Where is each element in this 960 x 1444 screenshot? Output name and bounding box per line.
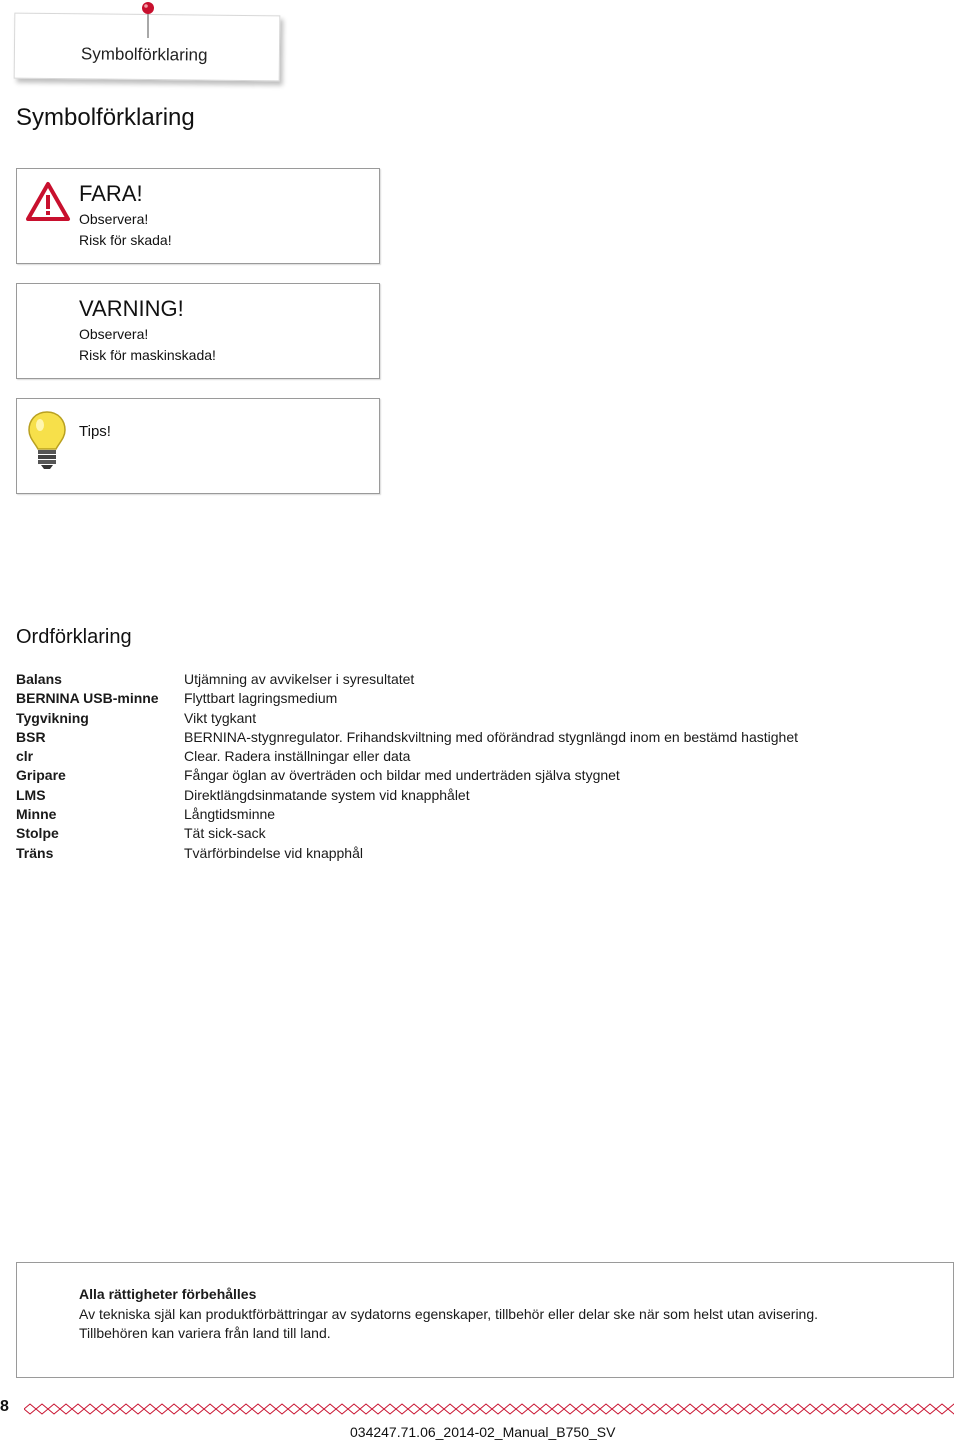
glossary-row bbox=[16, 805, 916, 824]
page-title: Symbolförklaring bbox=[16, 104, 195, 131]
glossary-term: Tygvikning bbox=[16, 709, 89, 726]
rights-line: Av tekniska själ kan produktförbättringar av sydatorns egenskaper, tillbehör eller delar ske när som helst utan avisering. bbox=[79, 1305, 819, 1322]
glossary-term: clr bbox=[16, 748, 34, 765]
glossary-row bbox=[16, 844, 916, 863]
glossary-term: LMS bbox=[16, 786, 46, 803]
warning-triangle-icon bbox=[25, 181, 71, 223]
notice-line: Observera! bbox=[79, 211, 149, 227]
glossary-list bbox=[16, 670, 916, 863]
rights-line: Tillbehören kan variera från land till land. bbox=[79, 1325, 331, 1341]
rights-notice bbox=[16, 1262, 954, 1378]
glossary-term: Gripare bbox=[16, 767, 66, 784]
glossary-row bbox=[16, 824, 916, 843]
glossary-row bbox=[16, 709, 916, 728]
glossary-term: Minne bbox=[16, 806, 57, 823]
notice-line: Risk för skada! bbox=[79, 232, 172, 248]
rights-title: Alla rättigheter förbehålles bbox=[79, 1286, 257, 1302]
glossary-term: Träns bbox=[16, 844, 54, 861]
warning-notice bbox=[16, 283, 380, 379]
glossary-definition: Vikt tygkant bbox=[184, 709, 257, 726]
glossary-title: Ordförklaring bbox=[16, 626, 132, 648]
glossary-term: Stolpe bbox=[16, 825, 59, 842]
glossary-definition: Clear. Radera inställningar eller data bbox=[184, 748, 411, 765]
danger-notice bbox=[16, 168, 380, 264]
glossary-definition: Direktlängdsinmatande system vid knapphålet bbox=[184, 786, 470, 803]
glossary-row bbox=[16, 689, 916, 708]
glossary-row bbox=[16, 766, 916, 785]
notice-line: Observera! bbox=[79, 326, 149, 342]
glossary-definition: Flyttbart lagringsmedium bbox=[184, 690, 338, 707]
glossary-term: BERNINA USB-minne bbox=[16, 690, 159, 707]
notice-line: Tips! bbox=[79, 423, 111, 440]
notice-line: Risk för maskinskada! bbox=[79, 347, 216, 363]
glossary-row bbox=[16, 786, 916, 805]
glossary-definition: Långtidsminne bbox=[184, 806, 276, 823]
page-number: 8 bbox=[0, 1398, 9, 1415]
glossary-definition: BERNINA-stygnregulator. Frihandskviltning med oförändrad stygnlängd inom en bestämd hastighet bbox=[184, 728, 798, 745]
pushpin-icon bbox=[138, 0, 158, 40]
glossary-definition: Fångar öglan av överträden och bildar med underträden själva stygnet bbox=[184, 767, 620, 784]
glossary-term: BSR bbox=[16, 728, 46, 745]
notice-heading: FARA! bbox=[79, 181, 143, 206]
lightbulb-icon bbox=[25, 409, 69, 471]
glossary-definition: Tvärförbindelse vid knapphål bbox=[184, 844, 363, 861]
tab-label: Symbolförklaring bbox=[80, 44, 208, 65]
glossary-term: Balans bbox=[16, 671, 62, 687]
glossary-row bbox=[16, 670, 916, 689]
glossary-row bbox=[16, 728, 916, 747]
decorative-stitch-line bbox=[24, 1402, 954, 1416]
notice-heading: VARNING! bbox=[79, 296, 184, 321]
tip-notice bbox=[16, 398, 380, 494]
glossary-row bbox=[16, 747, 916, 766]
glossary-definition: Utjämning av avvikelser i syresultatet bbox=[184, 671, 415, 687]
glossary-definition: Tät sick-sack bbox=[184, 825, 266, 842]
document-code: 034247.71.06_2014-02_Manual_B750_SV bbox=[350, 1424, 616, 1440]
